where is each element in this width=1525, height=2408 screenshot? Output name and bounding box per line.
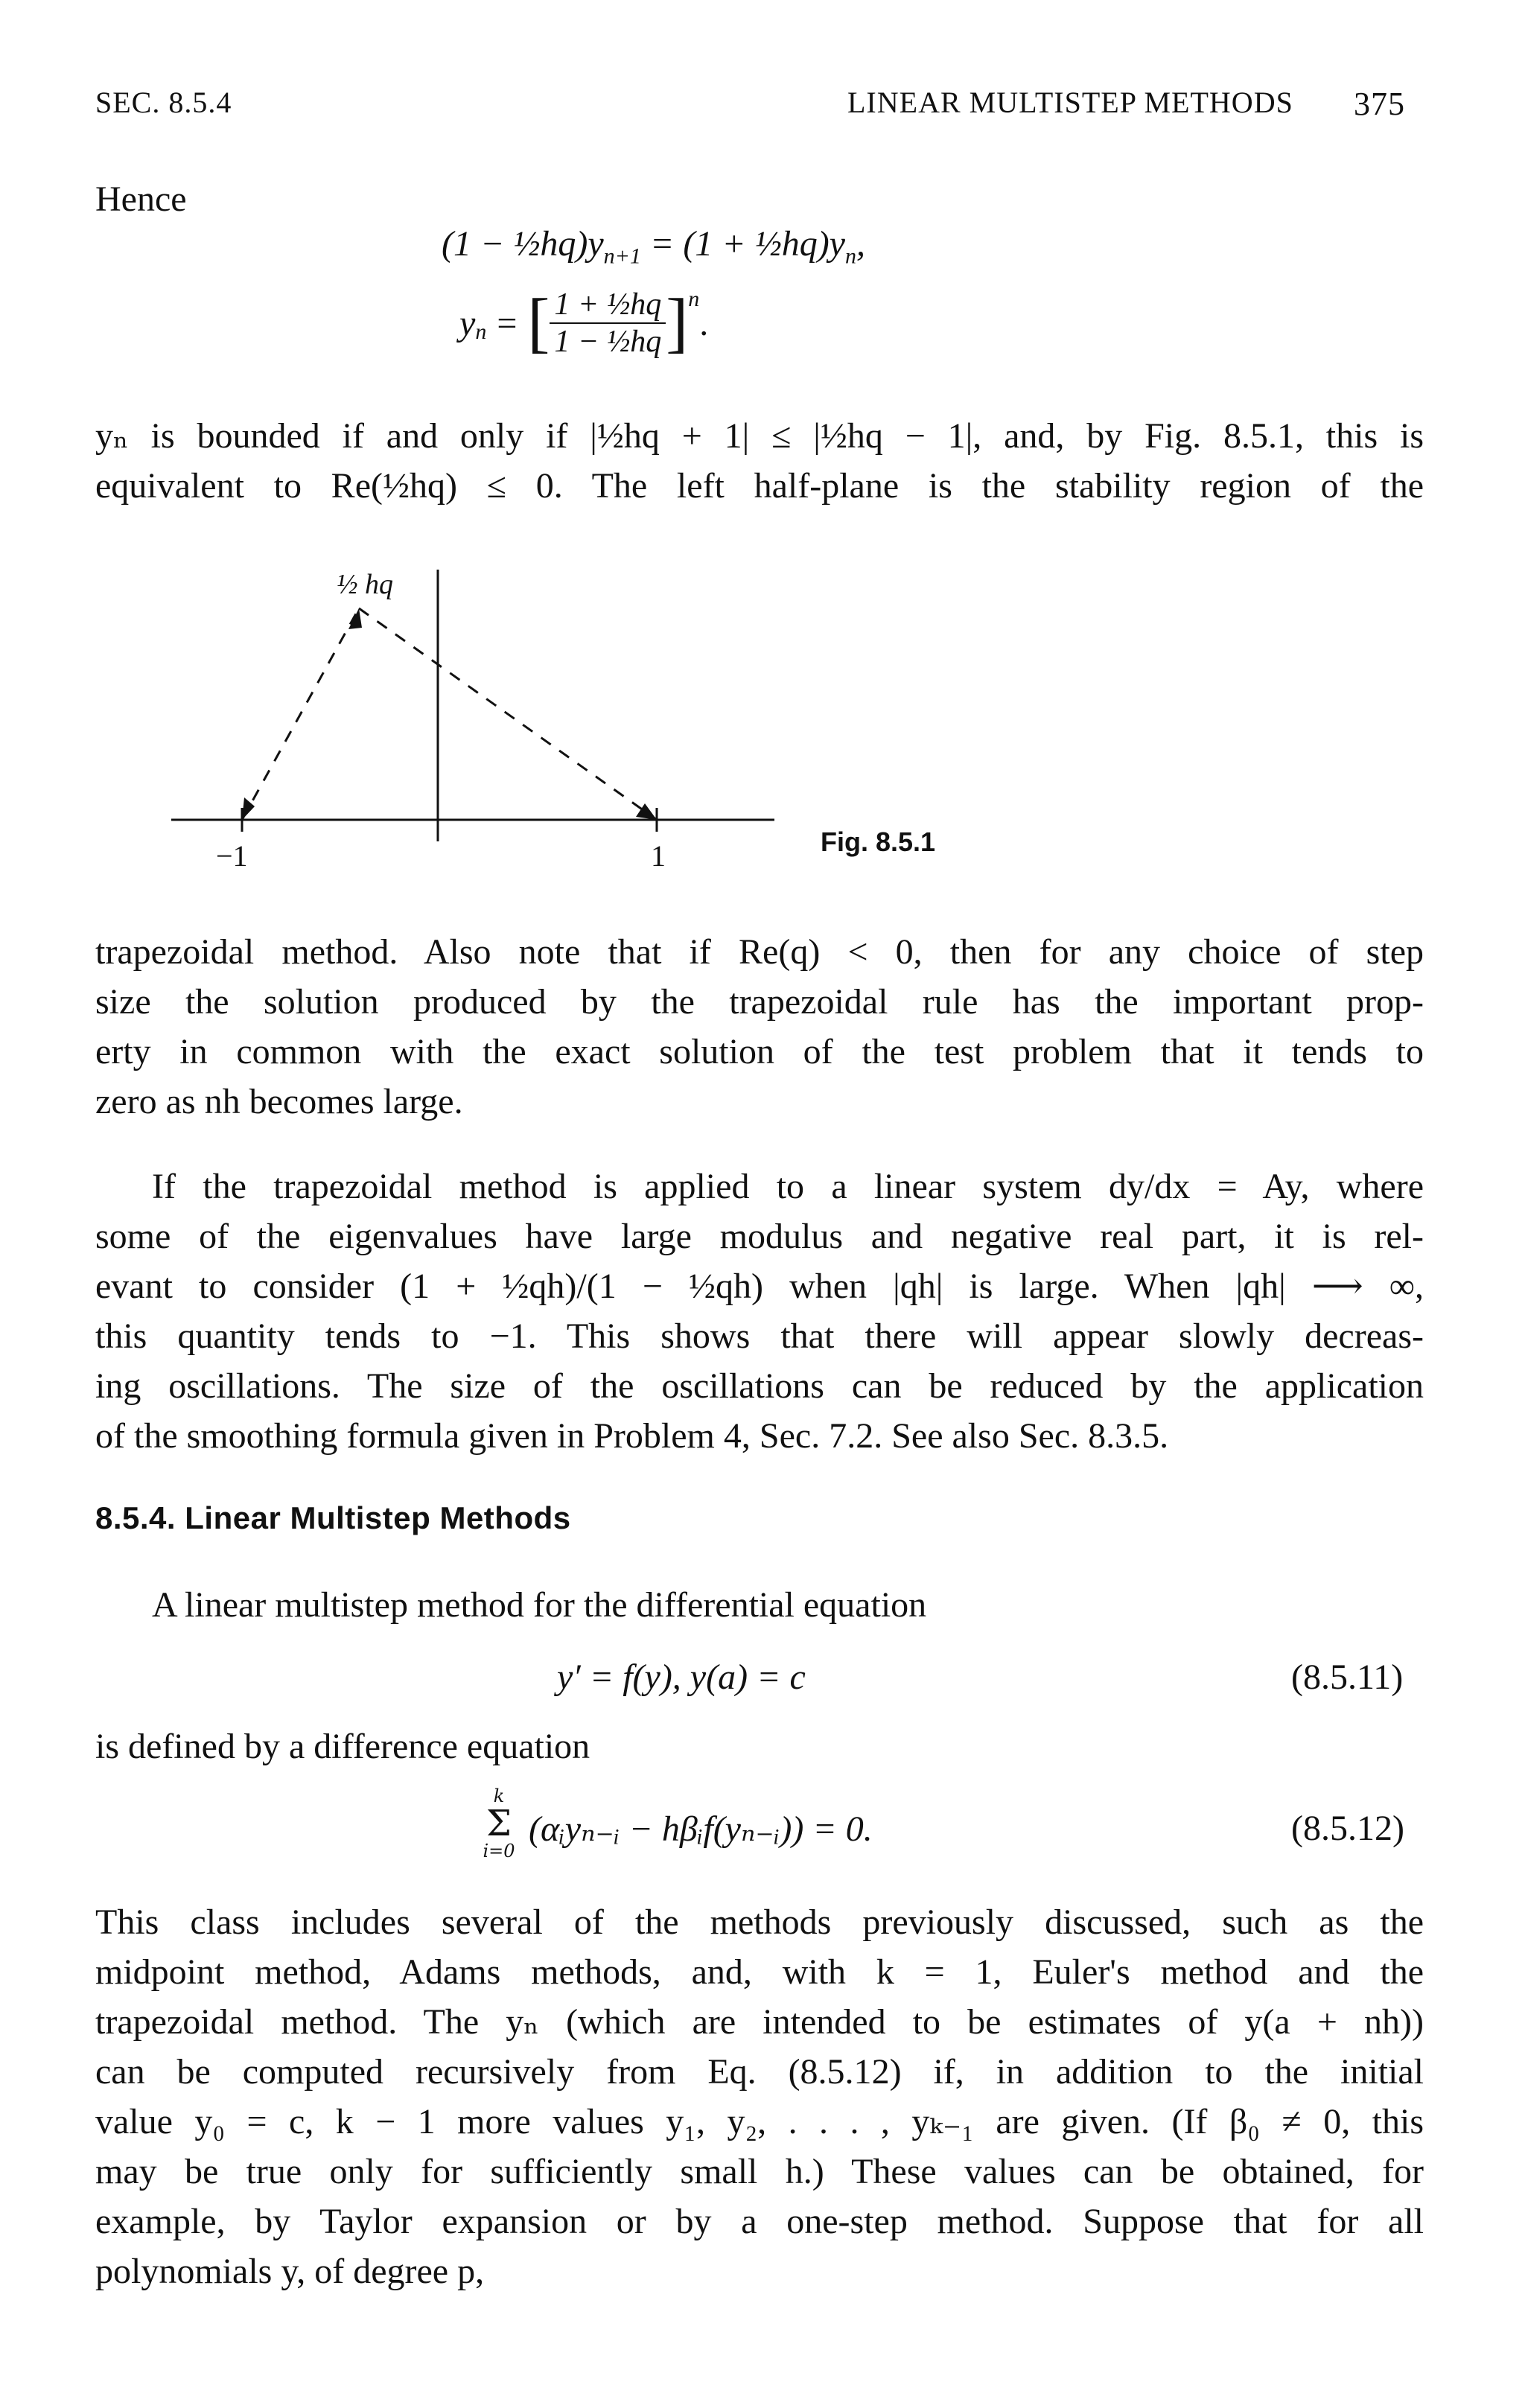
text-line: may be true only for sufficiently small h.) These values can be obtained, for (95, 2152, 1424, 2191)
paragraph-intro-lmm: A linear multistep method for the differential equation (152, 1585, 927, 1625)
vector-to-one (359, 608, 657, 820)
hence-word: Hence (95, 179, 187, 219)
figure-caption: Fig. 8.5.1 (821, 826, 936, 857)
running-header-title: LINEAR MULTISTEP METHODS (847, 86, 1293, 119)
text-line: If the trapezoidal method is applied to a linear system dy/dx = Ay, where (152, 1167, 1424, 1206)
equation-8-5-12-sum: k Σ i=0 (483, 1786, 515, 1861)
equation-recurrence: $(1 - \frac{1}{2}hq)y_{n+1} = (1$ + $\frac{1}{2}hq)y_n$, (442, 224, 865, 269)
label-half-hq: ½ hq (337, 569, 393, 600)
text-line: size the solution produced by the trapezoidal rule has the important prop- (95, 982, 1424, 1022)
equation-number-8-5-12: (8.5.12) (1291, 1809, 1404, 1848)
text-line: evant to consider (1 + ½qh)/(1 − ½qh) when |qh| is large. When |qh| ⟶ ∞, (95, 1267, 1424, 1306)
text-line: trapezoidal method. Also note that if Re(q) < 0, then for any choice of step (95, 932, 1424, 972)
equation-closed-form: y $_n$ = [ 1 + ½hq 1 − ½hq ] $^n$ . (459, 286, 709, 360)
tick-label-right: 1 (651, 839, 666, 873)
equation-8-5-11: y′ = f(y), y(a) = c (557, 1657, 806, 1697)
equation-8-5-12-body: (αᵢyₙ₋ᵢ − hβᵢf(yₙ₋ᵢ)) = 0. (529, 1809, 873, 1849)
text-line: erty in common with the exact solution of the test problem that it tends to (95, 1032, 1424, 1071)
text-line: can be computed recursively from Eq. (8.5.12) if, in addition to the initial (95, 2052, 1424, 2092)
paragraph-oscillations (95, 1162, 1424, 1461)
text-line: polynomials y, of degree p, (95, 2252, 485, 2291)
tick-label-left: −1 (216, 839, 248, 873)
text-line: value y₀ = c, k − 1 more values y₁, y₂, . . . , yₖ₋₁ are given. (If β₀ ≠ 0, this (95, 2102, 1424, 2141)
text-line: example, by Taylor expansion or by a one-step method. Suppose that for all (95, 2202, 1424, 2241)
paragraph-class-includes (95, 1897, 1424, 2296)
running-header-section: SEC. 8.5.4 (95, 86, 232, 119)
text-line: this quantity tends to −1. This shows that there will appear slowly decreas- (95, 1316, 1424, 1356)
text-line: equivalent to Re(½hq) ≤ 0. The left half-plane is the stability region of the (95, 466, 1424, 506)
paragraph-stability (95, 411, 1424, 511)
figure-8-5-1 (149, 555, 804, 882)
text-line: zero as nh becomes large. (95, 1082, 463, 1121)
arrowhead-top (348, 608, 362, 629)
equation-number-8-5-11: (8.5.11) (1291, 1657, 1404, 1697)
paragraph-trapezoidal (95, 927, 1424, 1127)
text-line: some of the eigenvalues have large modulus and negative real part, it is rel- (95, 1217, 1424, 1256)
text-line: trapezoidal method. The yₙ (which are intended to be estimates of y(a + nh)) (95, 2002, 1424, 2042)
section-heading: 8.5.4. Linear Multistep Methods (95, 1500, 571, 1535)
text-line: ing oscillations. The size of the oscillations can be reduced by the application (95, 1366, 1424, 1406)
text-line: yₙ is bounded if and only if |½hq + 1| ≤ |½hq − 1|, and, by Fig. 8.5.1, this is (95, 416, 1424, 456)
page-number: 375 (1354, 86, 1405, 122)
paragraph-difference-eq: is defined by a difference equation (95, 1727, 590, 1766)
text-line: midpoint method, Adams methods, and, with k = 1, Euler's method and the (95, 1952, 1424, 1992)
vector-from-minus-one (242, 608, 359, 820)
text-line: This class includes several of the methods previously discussed, such as the (95, 1902, 1424, 1942)
text-line: of the smoothing formula given in Problem 4, Sec. 7.2. See also Sec. 8.3.5. (95, 1416, 1169, 1456)
arrowhead-left (242, 797, 255, 820)
